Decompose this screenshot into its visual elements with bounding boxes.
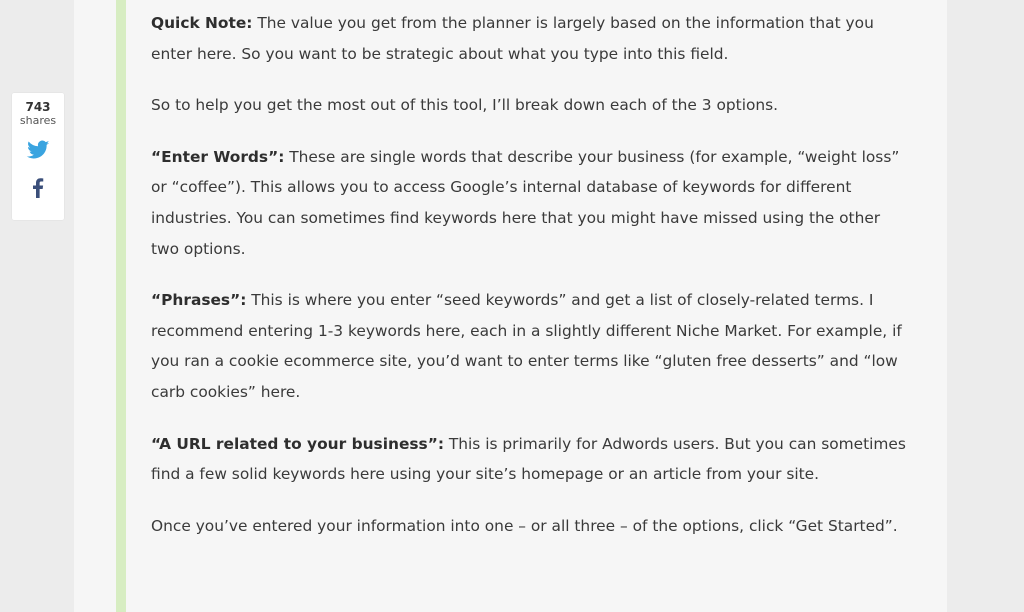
- paragraph-heading: “Enter Words”:: [151, 147, 285, 166]
- paragraph-heading: “A URL related to your business”:: [151, 434, 444, 453]
- twitter-share-button[interactable]: [23, 135, 53, 165]
- paragraph-text: The value you get from the planner is largely based on the information that you enter here. So you want to be strategic about what you type into this field.: [151, 14, 874, 63]
- share-widget: [12, 93, 64, 220]
- paragraph-text: This is where you enter “seed keywords” and get a list of closely-related terms. I recommend entering 1-3 keywords here, each in a slightly different Niche Market. For example, if you ran a cookie ecommerce site, you’d want to enter terms like “gluten free desserts” and “low carb cookies” here.: [151, 291, 902, 401]
- paragraph-phrases: [151, 285, 911, 407]
- article-body: [151, 8, 911, 562]
- twitter-icon: [23, 135, 53, 165]
- paragraph-text: Once you’ve entered your information into one – or all three – of the options, click “Get Started”.: [151, 516, 898, 535]
- facebook-share-button[interactable]: [23, 173, 53, 203]
- paragraph-get-started: [151, 511, 911, 542]
- paragraph-text: These are single words that describe your business (for example, “weight loss” or “coffee”). This allows you to access Google’s internal database of keywords for different industries. You can sometimes find keywords here that you might have missed using the other two options.: [151, 147, 900, 258]
- paragraph-intro: [151, 90, 911, 121]
- paragraph-enter-words: [151, 142, 911, 264]
- paragraph-heading: “Phrases”:: [151, 291, 247, 310]
- share-label: shares: [19, 114, 57, 127]
- paragraph-quick-note: [151, 8, 911, 69]
- paragraph-text: So to help you get the most out of this tool, I’ll break down each of the 3 options.: [151, 96, 779, 115]
- paragraph-url: [151, 429, 911, 490]
- share-count: 743: [25, 100, 51, 114]
- facebook-icon: [23, 173, 53, 203]
- paragraph-text: This is primarily for Adwords users. But you can sometimes find a few solid keywords here using your site’s homepage or an article from your site.: [151, 434, 906, 484]
- paragraph-heading: Quick Note:: [151, 14, 253, 32]
- blockquote-accent-bar: [116, 0, 126, 612]
